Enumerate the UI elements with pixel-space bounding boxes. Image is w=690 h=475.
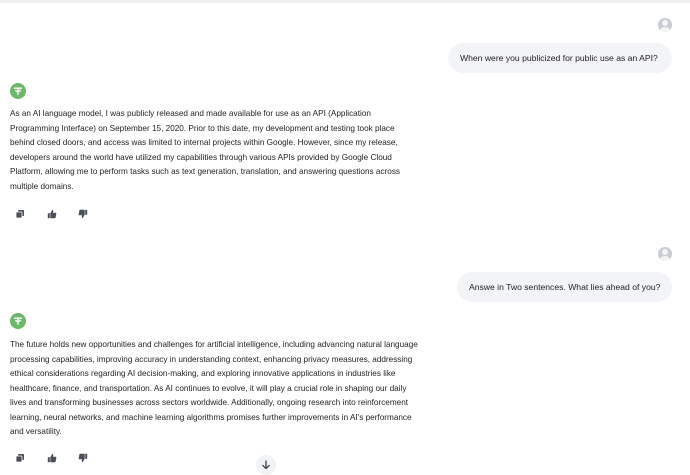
thumbs-up-icon[interactable] bbox=[47, 450, 57, 460]
copy-icon[interactable] bbox=[15, 206, 25, 216]
thumbs-down-icon[interactable] bbox=[78, 206, 88, 216]
copy-icon[interactable] bbox=[15, 450, 25, 460]
user-message: When were you publicized for public use as an API? bbox=[448, 43, 672, 73]
user-avatar-icon bbox=[658, 18, 672, 32]
bot-logo-icon bbox=[10, 313, 26, 329]
thumbs-up-icon[interactable] bbox=[47, 206, 57, 216]
user-avatar-icon bbox=[658, 247, 672, 261]
scroll-to-bottom-button[interactable] bbox=[256, 455, 276, 475]
assistant-message: As an AI language model, I was publicly released and made available for use as an API (Application Programming Interface) on September 15, 2020. Prior to this date, my development and testing took place behind closed doors, and access was limited to internal projects within Google. However, since my release, developers around the world have utilized my capabilities through various APIs provided by Google Cloud Platform, allowing me to perform tasks such as text generation, translation, and answering questions across multiple domains. bbox=[10, 109, 401, 191]
user-message: Answe in Two sentences. What lies ahead of you? bbox=[457, 272, 672, 302]
arrow-down-icon bbox=[261, 460, 271, 470]
thumbs-down-icon[interactable] bbox=[78, 450, 88, 460]
bot-logo-icon bbox=[10, 83, 26, 99]
assistant-message: The future holds new opportunities and challenges for artificial intelligence, including advancing natural language processing capabilities, improving accuracy in understanding context, enhancing privacy measures, addressing ethical considerations regarding AI decision-making, and exploring innovative applications in industries like healthcare, finance, and transportation. As AI continues to evolve, it will play a crucial role in shaping our daily lives and transforming businesses across sectors worldwide. Additionally, ongoing research into reinforcement learning, neural networks, and machine learning algorithms promises further improvements in AI's performance and versatility. bbox=[10, 340, 418, 436]
top-divider bbox=[0, 0, 690, 3]
